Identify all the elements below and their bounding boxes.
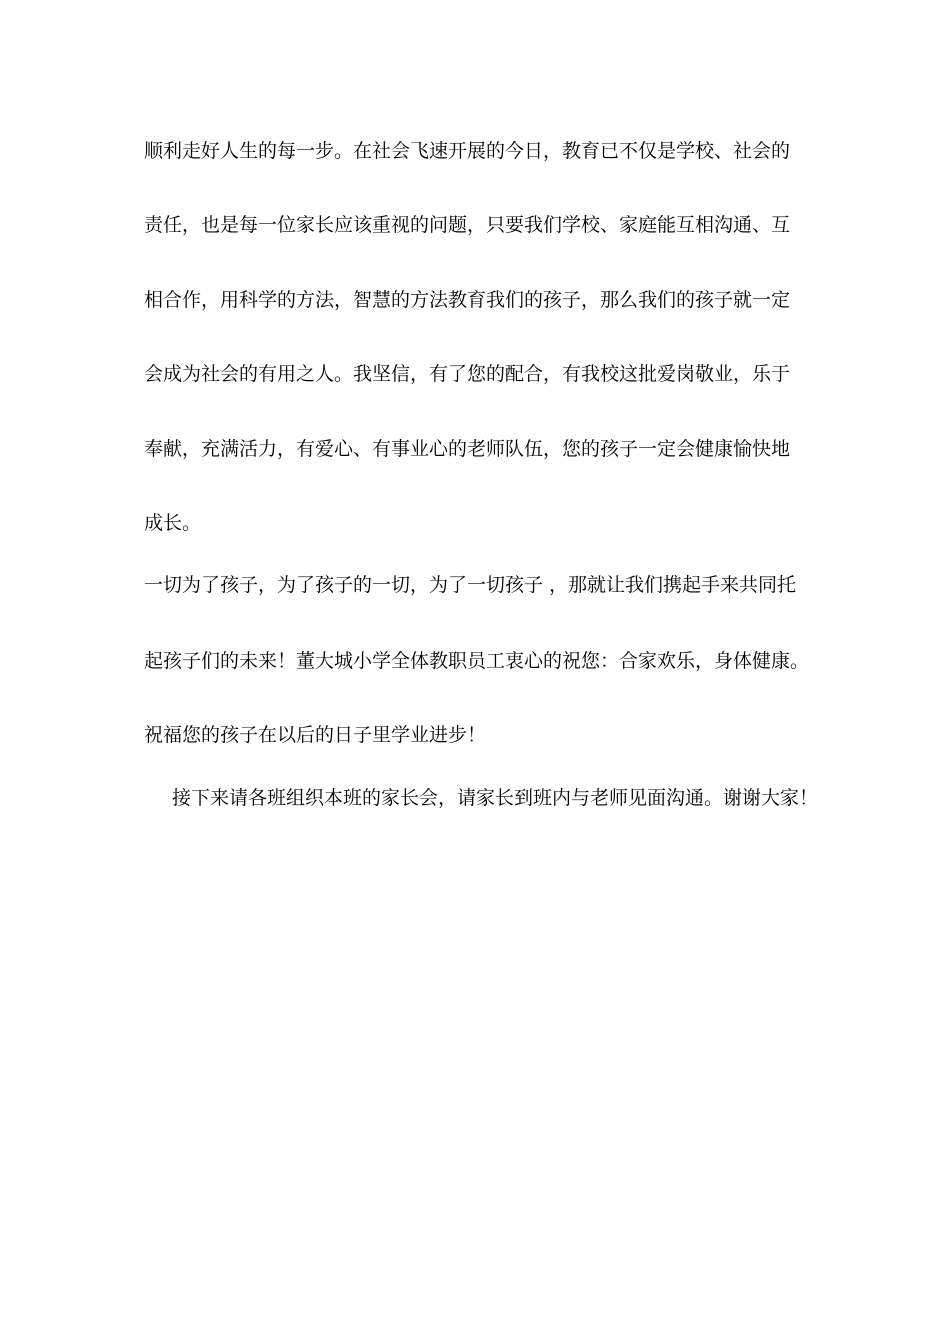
text-line: 接下来请各班组织本班的家长会，请家长到班内与老师见面沟通。谢谢大家！ bbox=[172, 787, 819, 809]
text-line: 相合作，用科学的方法，智慧的方法教育我们的孩子，那么我们的孩子就一定 bbox=[144, 289, 791, 311]
text-line: 会成为社会的有用之人。我坚信，有了您的配合，有我校这批爱岗敬业，乐于 bbox=[144, 363, 791, 385]
text-line: 祝福您的孩子在以后的日子里学业进步！ bbox=[144, 724, 487, 746]
text-line: 起孩子们的未来！董大城小学全体教职员工衷心的祝您：合家欢乐，身体健康。 bbox=[144, 650, 810, 672]
text-line: 责任，也是每一位家长应该重视的问题，只要我们学校、家庭能互相沟通、互 bbox=[144, 214, 791, 236]
text-line: 奉献，充满活力，有爱心、有事业心的老师队伍，您的孩子一定会健康愉快地 bbox=[144, 438, 791, 460]
text-line: 一切为了孩子，为了孩子的一切，为了一切孩子 ，那就让我们携起手来共同托 bbox=[144, 574, 797, 596]
text-line: 顺利走好人生的每一步。在社会飞速开展的今日，教育已不仅是学校、社会的 bbox=[144, 140, 791, 162]
text-line: 成长。 bbox=[144, 512, 202, 534]
